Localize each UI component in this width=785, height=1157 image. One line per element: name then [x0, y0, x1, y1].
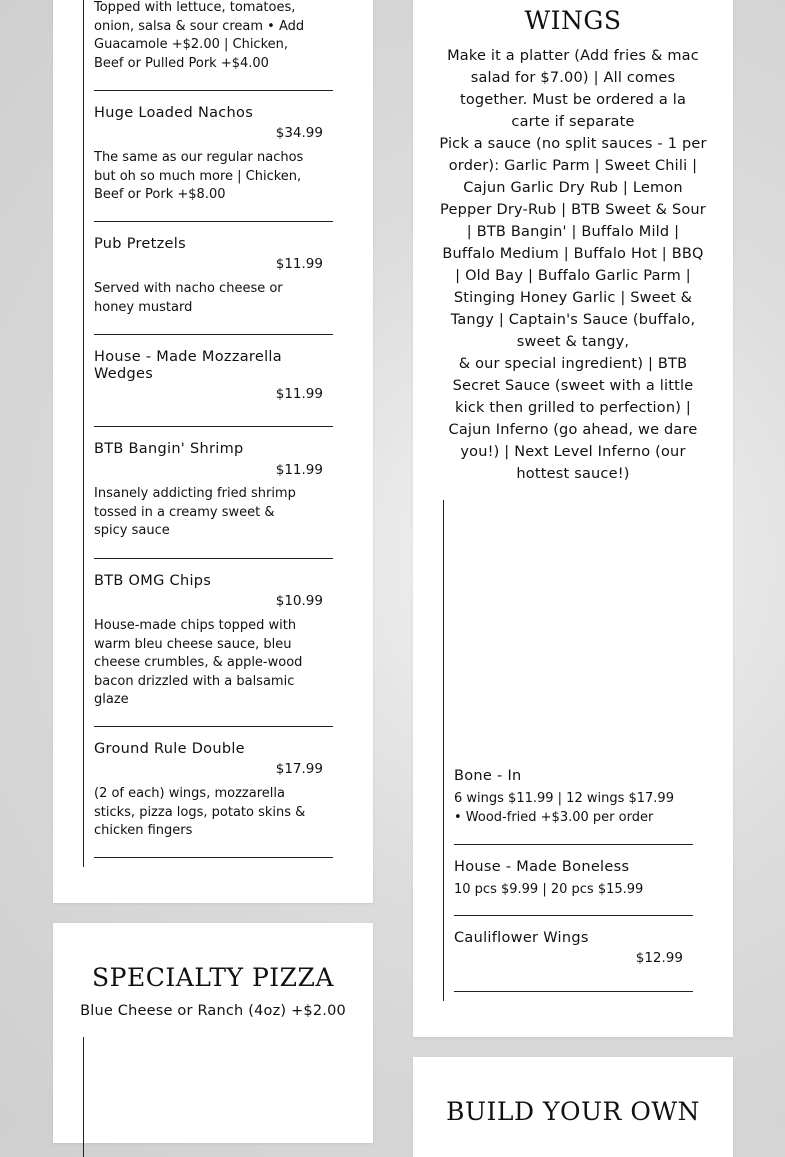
item-separator	[94, 857, 333, 858]
item-name: Cauliflower Wings	[454, 930, 589, 946]
item-price: $34.99	[275, 125, 323, 141]
item-price: $11.99	[275, 386, 323, 402]
item-name: Huge Loaded Nachos	[94, 105, 254, 121]
item-separator	[94, 221, 333, 222]
item-separator	[454, 844, 693, 845]
item-description: Served with nacho cheese or honey mustard	[94, 281, 283, 315]
wings-sauces-continued: & our special ingredient) | BTB Secret Sauce (sweet with a little kick then grilled to perfection) | Cajun Inferno (go ahead, we dare you!) | Next Level Inferno (our hottest sauce!)	[448, 356, 698, 482]
item-name: House - Made Boneless	[454, 859, 630, 875]
section-divider	[83, 0, 84, 867]
item-description: Insanely addicting fried shrimp tossed in a creamy sweet & spicy sauce	[94, 486, 296, 538]
item-price: $17.99	[275, 761, 323, 777]
item-description: (2 of each) wings, mozzarella sticks, pizza logs, potato skins & chicken fingers	[94, 786, 306, 838]
appetizers-card	[53, 0, 373, 903]
section-subtitle: Blue Cheese or Ranch (4oz) +$2.00	[80, 1003, 346, 1019]
item-name: Ground Rule Double	[94, 741, 245, 757]
item-separator	[94, 726, 333, 727]
wings-card	[413, 0, 733, 1037]
item-price: $11.99	[275, 462, 323, 478]
wings-intro: Make it a platter (Add fries & mac salad for $7.00) | All comes together. Must be ordered a la carte if separate	[447, 48, 699, 130]
section-title: WINGS	[524, 6, 622, 35]
item-description: 10 pcs $9.99 | 20 pcs $15.99	[454, 882, 644, 897]
specialty-pizza-card	[53, 923, 373, 1143]
item-description: Topped with lettuce, tomatoes, onion, salsa & sour cream • Add Guacamole +$2.00 | Chicken, Beef or Pulled Pork +$4.00	[94, 0, 305, 71]
item-name: Bone - In	[454, 768, 522, 784]
item-name: Pub Pretzels	[94, 236, 186, 252]
item-price: $12.99	[635, 950, 683, 966]
wings-sauces: Pick a sauce (no split sauces - 1 per order): Garlic Parm | Sweet Chili | Cajun Garlic Dry Rub | Lemon Pepper Dry-Rub | BTB Sweet & Sour | BTB Bangin' | Buffalo Mild | Buffalo Medium | Buffalo Hot | BBQ | Old Bay | Buffalo Garlic Parm | Stinging Honey Garlic | Sweet & Tangy | Captain's Sauce (buffalo, sweet & tangy,	[439, 136, 707, 350]
item-separator	[454, 991, 693, 992]
item-name: House - Made Mozzarella Wedges	[94, 349, 282, 382]
item-name: BTB Bangin' Shrimp	[94, 441, 244, 457]
item-separator	[94, 558, 333, 559]
item-separator	[454, 915, 693, 916]
item-price: $10.99	[275, 593, 323, 609]
section-title: BUILD YOUR OWN	[446, 1097, 700, 1126]
section-divider	[443, 500, 444, 1001]
item-description: The same as our regular nachos but oh so much more | Chicken, Beef or Pork +$8.00	[94, 150, 304, 202]
item-separator	[94, 334, 333, 335]
item-description: House-made chips topped with warm bleu cheese sauce, bleu cheese crumbles, & apple-wood bacon drizzled with a balsamic glaze	[94, 618, 303, 707]
section-title: SPECIALTY PIZZA	[92, 963, 334, 992]
section-divider	[83, 1037, 84, 1157]
item-price: $11.99	[275, 256, 323, 272]
item-separator	[94, 426, 333, 427]
item-description: 6 wings $11.99 | 12 wings $17.99 • Wood-fried +$3.00 per order	[454, 791, 674, 825]
item-separator	[94, 90, 333, 91]
item-name: BTB OMG Chips	[94, 573, 212, 589]
build-your-own-card	[413, 1057, 733, 1157]
